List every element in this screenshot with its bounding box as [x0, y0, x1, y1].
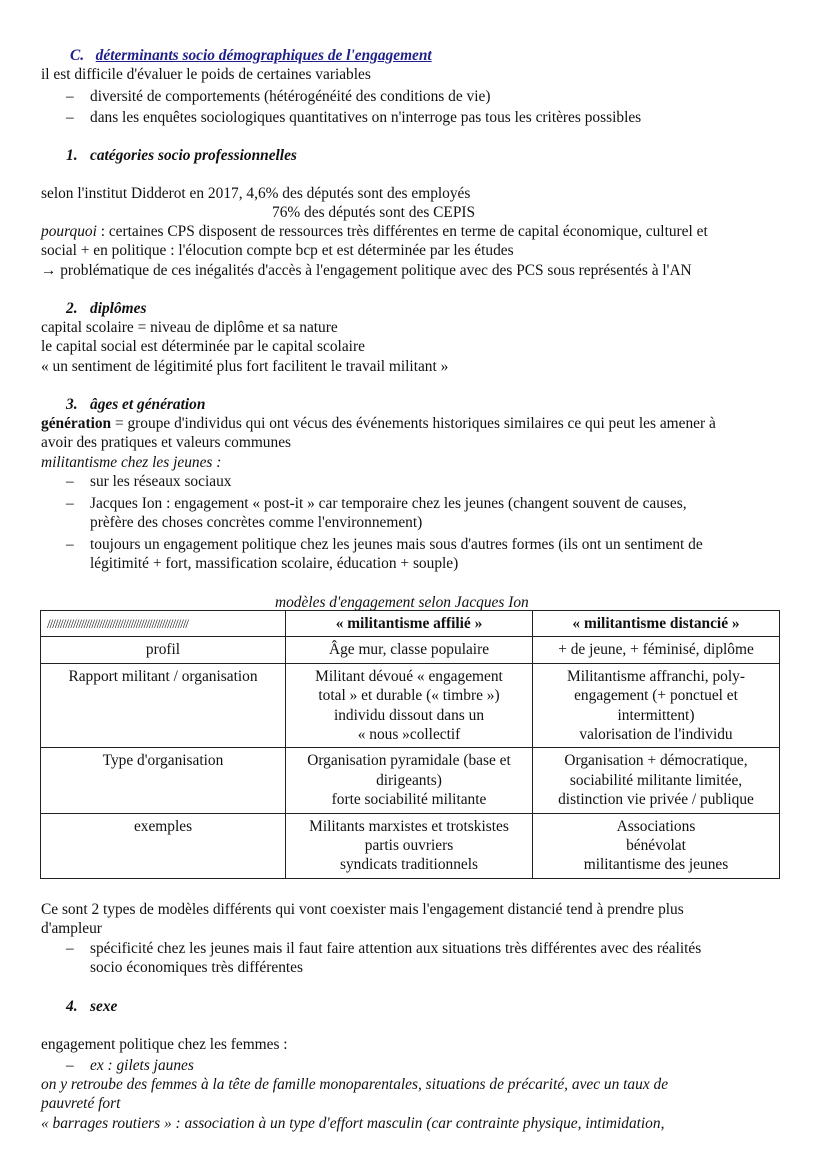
cell-line: Militantisme affranchi, poly- [567, 667, 745, 685]
table-caption: modèles d'engagement selon Jacques Ion [275, 594, 529, 611]
bullet-dash: – [66, 109, 74, 126]
sub3-title: âges et génération [90, 396, 206, 413]
after-table-line-1: Ce sont 2 types de modèles différents qui vont coexister mais l'engagement distancié tend à prendre plus [41, 901, 684, 918]
table-cell [286, 637, 533, 663]
sub3-bullet-3a: toujours un engagement politique chez les jeunes mais sous d'autres formes (ils ont un sentiment de [90, 536, 703, 553]
header-militantisme-affilie: « militantisme affilié » [286, 611, 533, 637]
sub4-italic-3: « barrages routiers » : association à un type d'effort masculin (car contrainte physique, intimidation, [41, 1115, 665, 1132]
cell-line: total » et durable (« timbre ») [318, 687, 500, 705]
sub4-title: sexe [90, 998, 118, 1015]
bullet-dash: – [66, 536, 74, 553]
sub2-heading [66, 299, 146, 319]
cell-line: Militants marxistes et trotskistes [309, 817, 509, 835]
table-row [41, 748, 780, 813]
section-c-bullet-1: diversité de comportements (hétérogénéité des conditions de vie) [90, 88, 491, 105]
sub1-line-1: selon l'institut Didderot en 2017, 4,6% des députés sont des employés [41, 185, 471, 202]
cell-line: intermittent) [617, 706, 695, 724]
table-cell [533, 663, 780, 748]
cell-line: « nous »collectif [357, 726, 461, 744]
sub1-line-2: 76% des députés sont des CEPIS [272, 204, 476, 221]
sub1-line-5: → problématique de ces inégalités d'accès à l'engagement politique avec des PCS sous représentés à l'AN [41, 262, 692, 279]
sub1-pourquoi [41, 222, 708, 242]
cell-line: individu dissout dans un [333, 706, 485, 724]
bullet-dash: – [66, 495, 74, 512]
bullet-dash: – [66, 88, 74, 105]
sub4-heading [66, 997, 117, 1017]
sub3-generation-2: avoir des pratiques et valeurs communes [41, 434, 292, 451]
cell-line: + de jeune, + féminisé, diplôme [558, 641, 754, 659]
table-cell [286, 663, 533, 748]
pourquoi-label: pourquoi [41, 223, 97, 240]
sub3-jeunes-label: militantisme chez les jeunes : [41, 454, 222, 471]
sub1-line-4: social + en politique : l'élocution compte bcp et est déterminée par les études [41, 242, 514, 259]
sub2-line-1: capital scolaire = niveau de diplôme et sa nature [41, 319, 338, 336]
table-header-row [41, 611, 780, 637]
sub3-bullet-3b: légitimité + fort, massification scolaire, éducation + souple) [90, 555, 459, 572]
cell-line: bénévolat [626, 837, 686, 855]
row-label: Rapport militant / organisation [41, 663, 286, 748]
sub3-generation-1 [41, 414, 716, 434]
cell-line: partis ouvriers [364, 837, 454, 855]
sub3-bullet-2b: prèfère des choses concrètes comme l'environnement) [90, 514, 423, 531]
section-c-heading [70, 46, 432, 66]
table-cell [533, 748, 780, 813]
sub4-line-1: engagement politique chez les femmes : [41, 1036, 288, 1053]
cell-line: Associations [616, 817, 696, 835]
sub2-title: diplômes [90, 300, 147, 317]
cell-line: sociabilité militante limitée, [569, 771, 743, 789]
table-cell [286, 813, 533, 878]
bullet-dash: – [66, 473, 74, 490]
sub3-heading [66, 395, 205, 415]
bullet-dash: – [66, 1057, 74, 1074]
sub3-bullet-2a: Jacques Ion : engagement « post-it » car temporaire chez les jeunes (changent souvent de causes, [90, 495, 687, 512]
generation-def: = groupe d'individus qui ont vécus des événements historiques similaires ce qui peut les amener à [111, 415, 716, 432]
cell-line: Organisation pyramidale (base et [307, 752, 511, 770]
table-cell [533, 813, 780, 878]
cell-line: Organisation + démocratique, [564, 752, 748, 770]
section-c-title: déterminants socio démographiques de l'engagement [95, 47, 432, 64]
row-label: exemples [41, 813, 286, 878]
row-label: Type d'organisation [41, 748, 286, 813]
row-label: profil [41, 637, 286, 663]
sub4-bullet: ex : gilets jaunes [90, 1057, 194, 1074]
cell-line: valorisation de l'individu [579, 726, 733, 744]
sub2-line-3: « un sentiment de légitimité plus fort facilitent le travail militant » [41, 358, 449, 375]
pourquoi-text: : certaines CPS disposent de ressources très différentes en terme de capital économique, culturel et [96, 223, 708, 240]
sub1-number: 1. [66, 147, 78, 164]
engagement-models-table [40, 610, 780, 879]
table-row [41, 637, 780, 663]
table-cell [286, 748, 533, 813]
after-table-bullet-1: spécificité chez les jeunes mais il faut faire attention aux situations très différentes avec des réalités [90, 940, 702, 957]
cell-line: Militant dévoué « engagement [315, 667, 503, 685]
table-row [41, 663, 780, 748]
cell-line: militantisme des jeunes [583, 856, 729, 874]
cell-line: forte sociabilité militante [331, 791, 487, 809]
cell-line: dirigeants) [376, 771, 442, 789]
bullet-dash: – [66, 940, 74, 957]
section-c-bullet-2: dans les enquêtes sociologiques quantitatives on n'interroge pas tous les critères possibles [90, 109, 642, 126]
cell-line: distinction vie privée / publique [558, 791, 754, 809]
sub4-number: 4. [66, 998, 78, 1015]
generation-term: génération [41, 415, 112, 432]
sub1-heading [66, 146, 297, 166]
cell-line: engagement (+ ponctuel et [574, 687, 738, 705]
sub3-number: 3. [66, 396, 78, 413]
table-row [41, 813, 780, 878]
header-militantisme-distancie: « militantisme distancié » [533, 611, 780, 637]
table-corner-hatch: ////////////////////////////////////////////////////// [41, 611, 286, 637]
section-c-letter: C. [70, 47, 85, 64]
sub2-number: 2. [66, 300, 78, 317]
sub3-bullet-1: sur les réseaux sociaux [90, 473, 232, 490]
after-table-line-2: d'ampleur [41, 920, 102, 937]
section-c-intro: il est difficile d'évaluer le poids de certaines variables [41, 66, 371, 83]
table-cell [533, 637, 780, 663]
sub4-italic-1: on y retroube des femmes à la tête de famille monoparentales, situations de précarité, avec un taux de [41, 1076, 669, 1093]
cell-line: syndicats traditionnels [339, 856, 479, 874]
after-table-bullet-2: socio économiques très différentes [90, 959, 303, 976]
sub4-italic-2: pauvreté fort [41, 1095, 121, 1112]
cell-line: Âge mur, classe populaire [328, 641, 490, 659]
sub2-line-2: le capital social est déterminée par le capital scolaire [41, 338, 365, 355]
sub1-title: catégories socio professionnelles [90, 147, 297, 164]
